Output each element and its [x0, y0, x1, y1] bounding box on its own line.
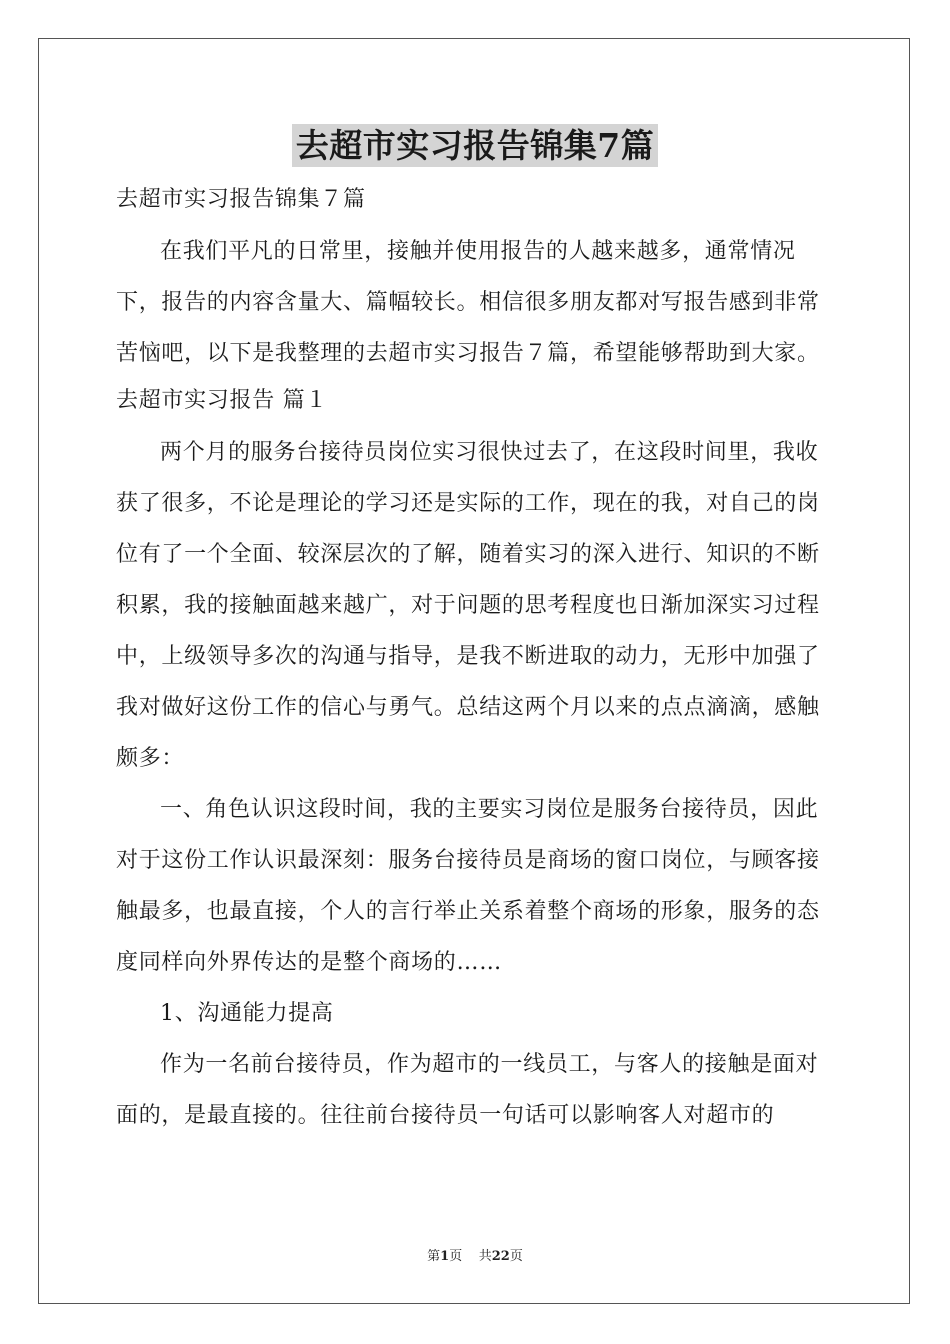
footer-total-prefix: 共 — [478, 1249, 492, 1264]
document-title: 去超市实习报告锦集7篇 — [292, 124, 658, 167]
body-paragraph: 作为一名前台接待员，作为超市的一线员工，与客人的接触是面对面的，是最直接的。往往前台接待员一句话可以影响客人对超市的 — [116, 1052, 819, 1128]
footer-total-suffix: 页 — [509, 1249, 523, 1264]
document-title-wrap — [0, 122, 950, 170]
page-footer — [0, 1245, 950, 1264]
body-paragraph: 两个月的服务台接待员岗位实习很快过去了，在这段时间里，我收获了很多，不论是理论的学习还是实际的工作，现在的我，对自己的岗位有了一个全面、较深层次的了解，随着实习的深入进行、知识的不断积累，我的接触面越来越广，对于问题的思考程度也日渐加深实习过程中，上级领导多次的沟通与指导，是我不断进取的动力，无形中加强了我对做好这份工作的信心与勇气。总结这两个月以来的点点滴滴，感触颇多： — [116, 440, 820, 771]
section-heading: 去超市实习报告 篇１ — [116, 388, 328, 413]
sub-heading: 1、沟通能力提高 — [160, 1001, 334, 1026]
footer-page-number: 1 — [440, 1249, 450, 1264]
footer-page-suffix: 页 — [449, 1249, 463, 1264]
footer-total-pages: 22 — [491, 1249, 510, 1264]
intro-paragraph: 在我们平凡的日常里，接触并使用报告的人越来越多，通常情况下，报告的内容含量大、篇幅较长。相信很多朋友都对写报告感到非常苦恼吧，以下是我整理的去超市实习报告７篇，希望能够帮助到大家。 — [116, 239, 820, 366]
footer-page-prefix: 第 — [427, 1249, 441, 1264]
body-paragraph: 一、角色认识这段时间，我的主要实习岗位是服务台接待员，因此对于这份工作认识最深刻：服务台接待员是商场的窗口岗位，与顾客接触最多，也最直接，个人的言行举止关系着整个商场的形象，服务的态度同样向外界传达的是整个商场的…… — [116, 797, 820, 975]
document-subtitle: 去超市实习报告锦集７篇 — [116, 187, 366, 212]
document-body — [116, 178, 836, 1141]
